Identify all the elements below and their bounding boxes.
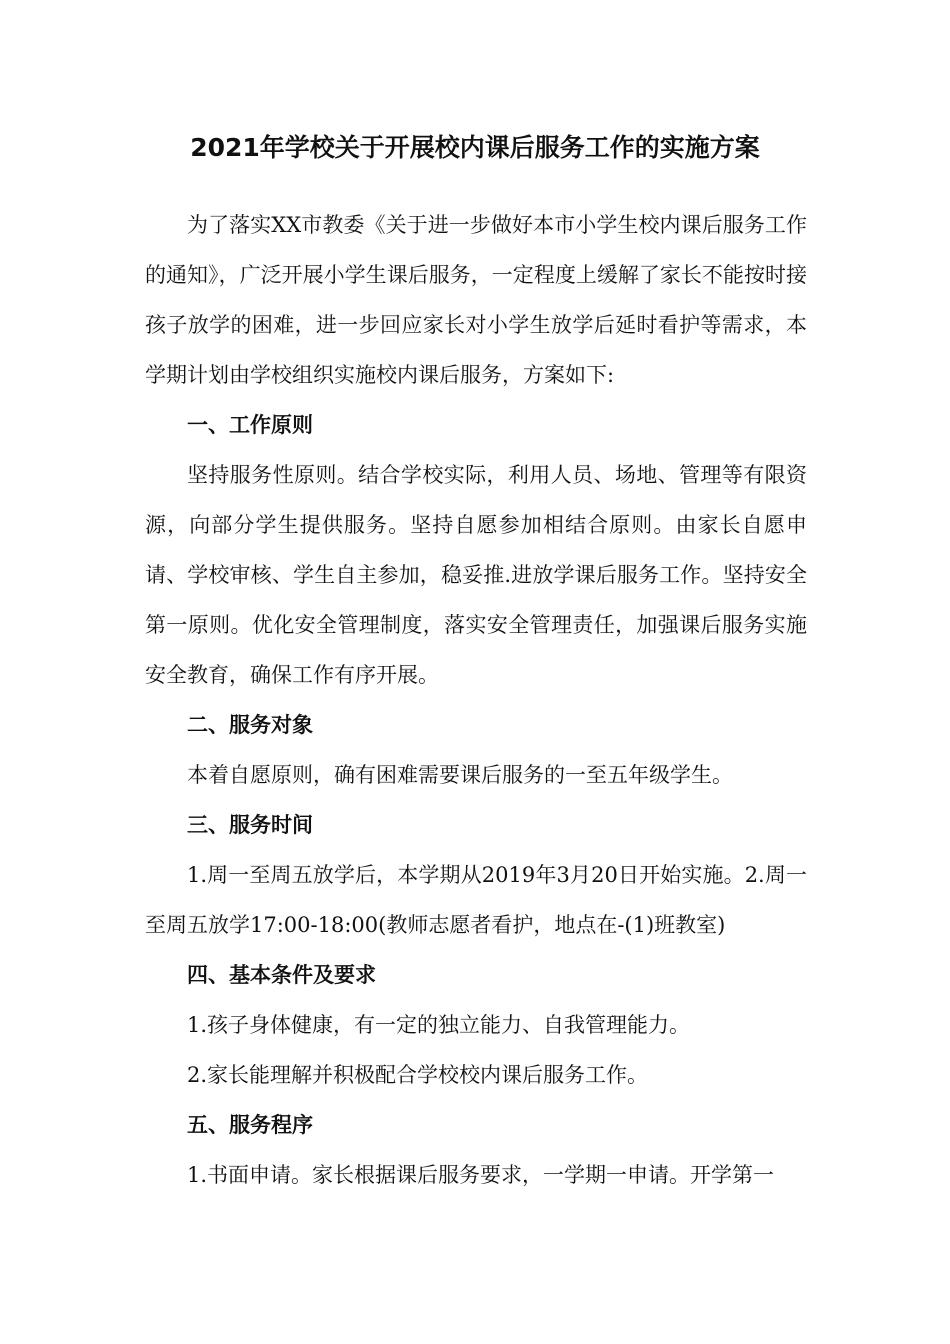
procedure-paragraph: 1.书面申请。家长根据课后服务要求，一学期一申请。开学第一 [187,1163,775,1187]
section-heading-principles: 一、工作原则 [187,413,313,437]
section-heading-time: 三、服务时间 [187,813,313,837]
conditions-item-1: 1.孩子身体健康，有一定的独立能力、自我管理能力。 [187,1013,691,1037]
time-paragraph: 1.周一至周五放学后，本学期从2019年3月20日开始实施。2.周一至周五放学17:00-18:00(教师志愿者看护，地点在-(1)班教室) [145,863,807,937]
target-paragraph: 本着自愿原则，确有困难需要课后服务的一至五年级学生。 [187,763,733,787]
document-title: 2021年学校关于开展校内课后服务工作的实施方案 [190,133,760,162]
section-heading-conditions: 四、基本条件及要求 [187,963,376,987]
principles-paragraph: 坚持服务性原则。结合学校实际，利用人员、场地、管理等有限资源，向部分学生提供服务。坚持自愿参加相结合原则。由家长自愿申请、学校审核、学生自主参加，稳妥推.进放学课后服务工作。坚持安全第一原则。优化安全管理制度，落实安全管理责任，加强课后服务实施安全教育，确保工作有序开展。 [145,463,807,687]
conditions-item-2: 2.家长能理解并积极配合学校校内课后服务工作。 [187,1063,649,1087]
intro-paragraph: 为了落实XX市教委《关于进一步做好本市小学生校内课后服务工作的通知》，广泛开展小学生课后服务，一定程度上缓解了家长不能按时接孩子放学的困难，进一步回应家长对小学生放学后延时看护等需求，本学期计划由学校组织实施校内课后服务，方案如下: [145,213,807,387]
document-body [145,200,807,1200]
section-heading-procedure: 五、服务程序 [187,1113,313,1137]
section-heading-target: 二、服务对象 [187,713,313,737]
